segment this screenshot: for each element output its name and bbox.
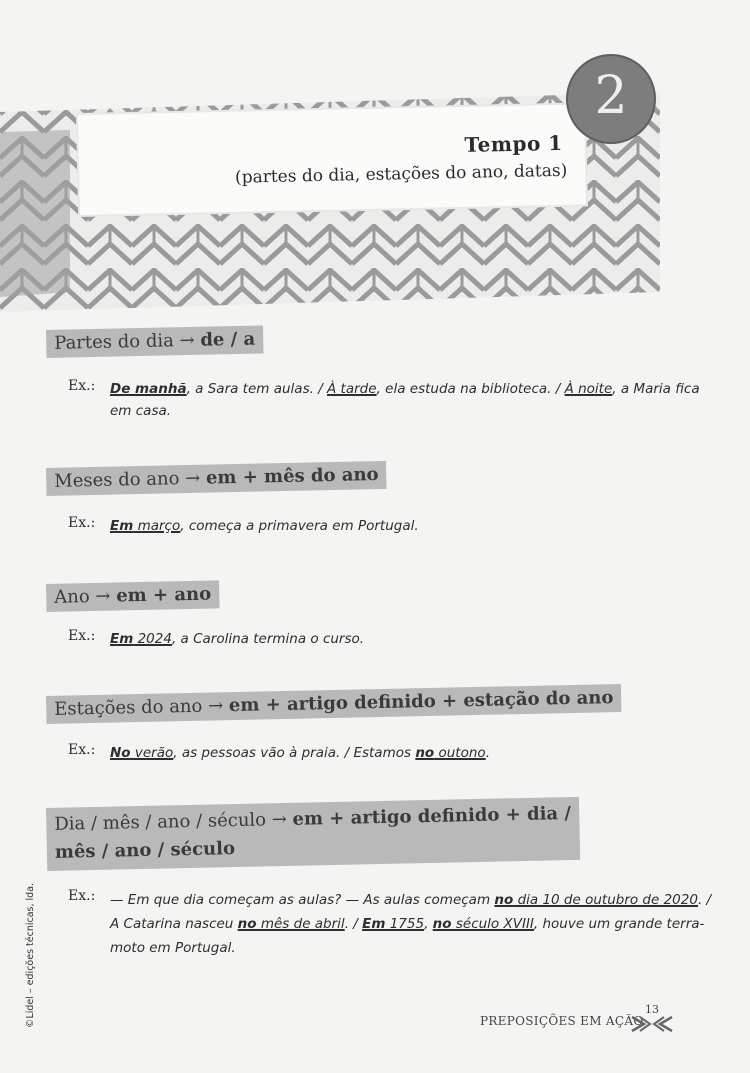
section-heading-bold: em + artigo definido + estação do ano <box>228 687 614 717</box>
page-number: 13 <box>645 1003 659 1016</box>
underlined-fragment: dia 10 de outubro de 2020 <box>513 892 698 908</box>
chapter-subtitle: (partes do dia, estações do ano, datas) <box>234 160 568 188</box>
underlined-preposition: Em <box>110 518 134 534</box>
chapter-title: Tempo 1 <box>464 130 563 157</box>
copyright-text: ©Lidel – edições técnicas, lda. <box>25 882 37 1029</box>
underlined-preposition: no <box>415 745 435 761</box>
example-label: Ex.: <box>68 628 96 644</box>
chapter-number-badge <box>566 54 656 144</box>
example-label: Ex.: <box>68 515 96 531</box>
underlined-preposition: À noite <box>564 381 613 397</box>
example-text <box>110 628 730 650</box>
example-line <box>110 400 730 422</box>
underlined-fragment: verão <box>130 745 174 761</box>
example-text <box>110 888 740 960</box>
example-fragment: , as pessoas vão à praia. / Estamos <box>173 745 416 761</box>
example-text <box>110 742 730 764</box>
example-line <box>110 628 730 650</box>
section-heading-dia-mes-ano-seculo <box>46 797 580 871</box>
example-text <box>110 515 730 537</box>
chapter-number: 2 <box>594 66 628 126</box>
example-fragment: , houve um grande terra- <box>533 916 705 932</box>
example-fragment: em casa. <box>110 403 172 419</box>
example-fragment: . / <box>344 916 363 932</box>
section-heading-bold: mês / ano / século <box>54 838 236 863</box>
example-label: Ex.: <box>68 888 96 904</box>
example-fragment: . / <box>697 892 712 908</box>
example-fragment: . <box>485 745 490 761</box>
copyright-vertical <box>14 882 37 1030</box>
example-text <box>110 378 730 422</box>
underlined-fragment: 1755 <box>385 916 425 932</box>
section-heading-bold: em + artigo definido + dia / <box>292 803 572 830</box>
underlined-fragment: século XVIII <box>451 916 534 932</box>
example-fragment: , ela estuda na biblioteca. / <box>376 381 565 397</box>
underlined-fragment: outono <box>434 745 486 761</box>
underlined-preposition: No <box>110 745 131 761</box>
underlined-preposition: no <box>237 916 257 932</box>
example-fragment: , <box>424 916 433 932</box>
chevron-ornament-icon <box>630 1013 674 1035</box>
section-heading-bold: de / a <box>200 328 256 351</box>
example-fragment: , a Maria fica <box>612 381 700 397</box>
example-line <box>110 936 740 960</box>
example-line <box>110 912 740 936</box>
example-line <box>110 742 730 764</box>
footer-book-title: PREPOSIÇÕES EM AÇÃO <box>480 1014 644 1028</box>
section-heading-plain: Estações do ano → <box>54 695 230 720</box>
section-heading-plain: Partes do dia → <box>54 329 201 354</box>
example-label: Ex.: <box>68 378 96 394</box>
section-heading-bold: em + mês do ano <box>205 464 379 489</box>
section-heading-ano <box>46 580 219 612</box>
example-line <box>110 378 730 400</box>
example-fragment: , a Carolina termina o curso. <box>171 631 365 647</box>
section-heading-estacoes-do-ano <box>46 684 622 724</box>
section-heading-plain: Dia / mês / ano / século → <box>54 808 293 835</box>
section-heading-plain: Meses do ano → <box>54 467 207 492</box>
underlined-preposition: De manhã <box>110 381 187 397</box>
underlined-preposition: no <box>432 916 452 932</box>
example-label: Ex.: <box>68 742 96 758</box>
section-heading-meses-do-ano <box>46 461 387 496</box>
example-line <box>110 888 740 912</box>
underlined-preposition: Em <box>110 631 134 647</box>
underlined-preposition: Em <box>362 916 386 932</box>
chapter-title-box <box>78 104 586 215</box>
underlined-preposition: no <box>494 892 514 908</box>
example-fragment: , a Sara tem aulas. / <box>186 381 328 397</box>
section-heading-plain: Ano → <box>54 585 117 608</box>
underlined-fragment: mês de abril <box>256 916 345 932</box>
example-fragment: — Em que dia começam as aulas? — As aulas começam <box>110 892 495 908</box>
section-heading-partes-do-dia <box>46 325 263 358</box>
example-line <box>110 515 730 537</box>
section-heading-bold: em + ano <box>116 583 212 607</box>
underlined-fragment: março <box>133 518 181 534</box>
underlined-fragment: 2024 <box>133 631 172 647</box>
example-fragment: A Catarina nasceu <box>110 916 238 932</box>
example-fragment: moto em Portugal. <box>110 940 236 956</box>
underlined-preposition: À tarde <box>327 381 377 397</box>
example-fragment: , começa a primavera em Portugal. <box>180 518 419 534</box>
